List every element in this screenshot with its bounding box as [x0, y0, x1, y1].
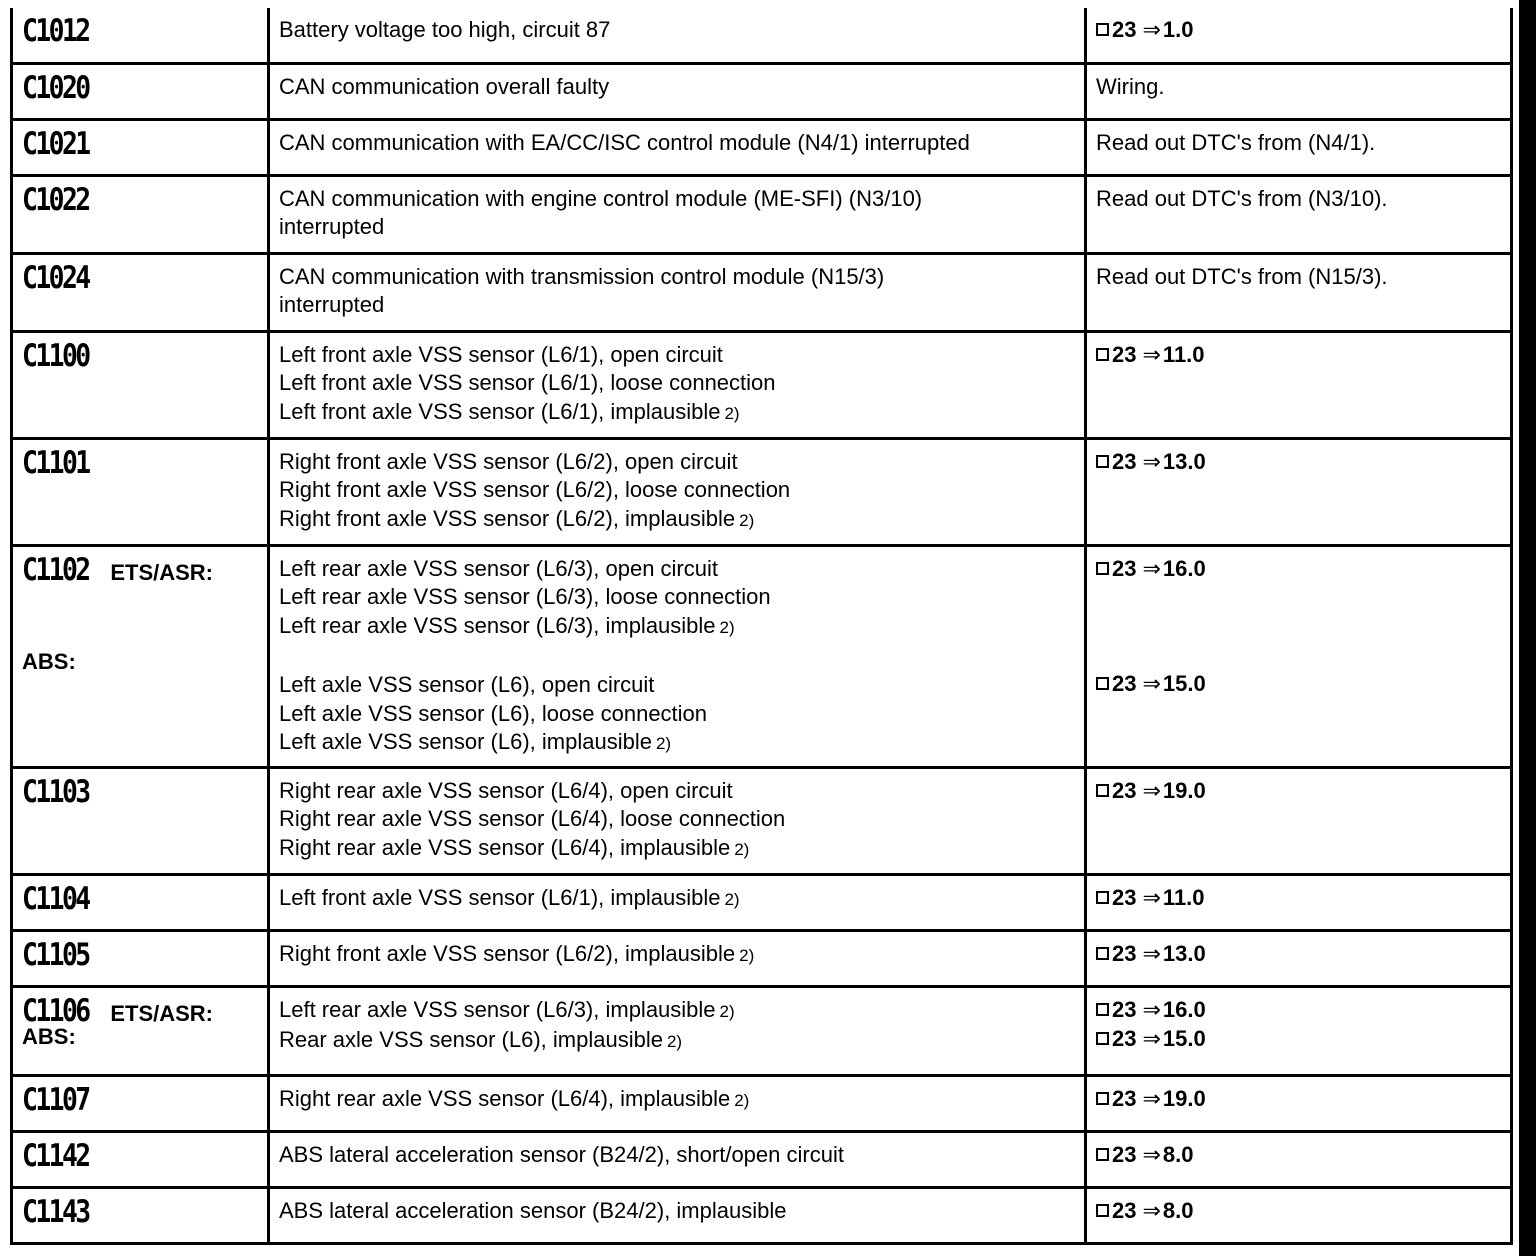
remedy-text: Read out DTC's from (N4/1). [1096, 129, 1376, 155]
test-cell [1086, 1075, 1512, 1131]
dtc-code: C1142 [22, 1137, 89, 1174]
description-line [279, 1141, 1074, 1170]
description-text: Left front axle VSS sensor (L6/1), implausible [279, 884, 721, 910]
description-text: Left axle VSS sensor (L6), open circuit [279, 672, 655, 697]
dtc-row [12, 1131, 1512, 1187]
description-line [279, 369, 1074, 398]
arrow-right-icon: ⇒ [1142, 1027, 1161, 1052]
description-text: Right front axle VSS sensor (L6/2), implausible [279, 505, 736, 531]
description-text: interrupted [279, 214, 385, 239]
test-reference [1096, 555, 1500, 585]
description-line [279, 16, 1074, 45]
dtc-code: C1101 [22, 444, 89, 481]
description-line [279, 555, 1074, 584]
description-text: Right rear axle VSS sensor (L6/4), loose connection [279, 806, 786, 831]
test-reference [1096, 16, 1500, 46]
test-reference [1096, 940, 1500, 970]
description-cell [269, 253, 1086, 331]
dtc-code-cell [12, 930, 269, 986]
dtc-code-cell [12, 63, 269, 119]
arrow-right-icon: ⇒ [1142, 342, 1161, 368]
description-cell [269, 986, 1086, 1075]
description-line [279, 671, 1074, 700]
test-step-value: 11.0 [1162, 884, 1205, 910]
dtc-row [12, 119, 1512, 175]
test-cell [1086, 253, 1512, 331]
description-line [279, 448, 1074, 477]
right-edge-bar [1519, 0, 1536, 1256]
dtc-code: C1106 [22, 992, 89, 1029]
dtc-code: C1102 [22, 551, 89, 588]
description-line [279, 805, 1074, 834]
description-text: Rear axle VSS sensor (L6), implausible [279, 1027, 663, 1052]
description-text: Right rear axle VSS sensor (L6/4), open circuit [279, 777, 733, 803]
test-reference [1096, 996, 1500, 1026]
dtc-code: C1020 [22, 69, 89, 106]
variant-label-abs: ABS: [22, 648, 76, 674]
test-cell [1086, 545, 1512, 767]
dtc-code-cell [12, 986, 269, 1075]
description-text: Right front axle VSS sensor (L6/2), loose connection [279, 477, 791, 502]
dtc-code: C1024 [22, 259, 89, 296]
remedy-text: Wiring. [1096, 73, 1165, 99]
test-step-value: 8.0 [1162, 1197, 1194, 1223]
test-box-icon [1096, 891, 1109, 904]
arrow-right-icon: ⇒ [1142, 778, 1161, 804]
dtc-row [12, 175, 1512, 253]
description-text: Left rear axle VSS sensor (L6/3), implausible [279, 996, 716, 1022]
description-cell [269, 8, 1086, 63]
description-line [279, 476, 1074, 505]
description-line [279, 884, 1074, 915]
test-box-icon [1096, 23, 1109, 36]
dtc-row [12, 1187, 1512, 1243]
arrow-right-icon: ⇒ [1142, 1142, 1161, 1168]
description-cell [269, 930, 1086, 986]
test-step-value: 15.0 [1162, 1026, 1206, 1051]
test-step-value: 15.0 [1162, 671, 1206, 696]
footnote-mark: 2) [719, 1001, 735, 1021]
description-line [279, 505, 1074, 536]
description-line [279, 612, 1074, 643]
description-cell [269, 63, 1086, 119]
test-step-value: 19.0 [1162, 777, 1206, 803]
arrow-right-icon: ⇒ [1142, 997, 1161, 1023]
dtc-code: C1143 [22, 1193, 89, 1230]
test-step-value: 16.0 [1162, 996, 1206, 1022]
dtc-row [12, 8, 1512, 63]
test-box-icon [1096, 348, 1109, 361]
test-box-icon [1096, 562, 1109, 575]
dtc-row [12, 986, 1512, 1075]
description-text: CAN communication with engine control module (ME-SFI) (N3/10) [279, 185, 923, 211]
arrow-right-icon: ⇒ [1142, 556, 1161, 582]
test-ref-number: 23 [1112, 777, 1137, 803]
arrow-right-icon: ⇒ [1142, 1198, 1161, 1224]
description-line [279, 263, 1074, 292]
dtc-code-cell [12, 8, 269, 63]
arrow-right-icon: ⇒ [1142, 18, 1161, 43]
dtc-code-cell [12, 874, 269, 930]
description-line [279, 213, 1074, 242]
description-text: Left front axle VSS sensor (L6/1), loose connection [279, 370, 776, 395]
description-text: Right rear axle VSS sensor (L6/4), implausible [279, 1085, 731, 1111]
test-step-value: 11.0 [1162, 341, 1205, 367]
description-text: CAN communication with EA/CC/ISC control module (N4/1) interrupted [279, 129, 970, 155]
footnote-mark: 2) [734, 1090, 750, 1110]
arrow-right-icon: ⇒ [1142, 885, 1161, 911]
dtc-row [12, 930, 1512, 986]
dtc-row [12, 331, 1512, 438]
test-step-value: 13.0 [1162, 448, 1206, 474]
dtc-code: C1022 [22, 181, 89, 218]
test-reference [1096, 448, 1500, 478]
dtc-code-cell [12, 1131, 269, 1187]
test-box-icon [1096, 1032, 1109, 1045]
dtc-code: C1021 [22, 125, 89, 162]
description-cell [269, 119, 1086, 175]
test-ref-number: 23 [1112, 996, 1137, 1022]
description-line [279, 1026, 1074, 1057]
description-line [279, 185, 1074, 214]
test-ref-number: 23 [1112, 448, 1137, 474]
description-line [279, 398, 1074, 429]
test-reference [1096, 1197, 1500, 1227]
test-cell [1086, 438, 1512, 545]
dtc-row [12, 253, 1512, 331]
dtc-code-cell [12, 1187, 269, 1243]
dtc-code-cell [12, 438, 269, 545]
description-line [279, 996, 1074, 1027]
test-reference [1096, 670, 1500, 700]
test-box-icon [1096, 455, 1109, 468]
test-cell [1086, 767, 1512, 874]
test-ref-number: 23 [1112, 17, 1137, 42]
description-line [279, 341, 1074, 370]
dtc-code-cell [12, 253, 269, 331]
test-step-value: 8.0 [1162, 1141, 1194, 1167]
dtc-code: C1100 [22, 337, 89, 374]
dtc-row [12, 874, 1512, 930]
test-reference [1096, 1085, 1500, 1115]
description-text: Left front axle VSS sensor (L6/1), open circuit [279, 341, 723, 367]
description-cell [269, 874, 1086, 930]
footnote-mark: 2) [655, 734, 672, 753]
test-ref-number: 23 [1112, 1197, 1137, 1223]
dtc-code-cell [12, 331, 269, 438]
description-cell [269, 331, 1086, 438]
dtc-code: C1104 [22, 880, 89, 917]
footnote-mark: 2) [734, 839, 750, 859]
description-cell [269, 1131, 1086, 1187]
footnote-mark: 2) [739, 510, 755, 530]
description-line [279, 291, 1074, 320]
description-line [279, 1197, 1074, 1226]
test-box-icon [1096, 1003, 1109, 1016]
test-cell [1086, 930, 1512, 986]
test-box-icon [1096, 1148, 1109, 1161]
dtc-table [10, 8, 1513, 1245]
description-text: ABS lateral acceleration sensor (B24/2), implausible [279, 1197, 787, 1223]
description-line [279, 777, 1074, 806]
test-box-icon [1096, 1092, 1109, 1105]
description-line [279, 583, 1074, 612]
dtc-code-cell [12, 767, 269, 874]
dtc-code-cell [12, 119, 269, 175]
description-text: Right rear axle VSS sensor (L6/4), implausible [279, 834, 731, 860]
footnote-mark: 2) [719, 617, 735, 637]
description-line [279, 73, 1074, 102]
test-ref-number: 23 [1112, 940, 1137, 966]
test-cell [1086, 986, 1512, 1075]
description-line [279, 728, 1074, 759]
test-ref-number: 23 [1112, 884, 1137, 910]
test-cell [1086, 1187, 1512, 1243]
test-cell [1086, 8, 1512, 63]
dtc-code: C1103 [22, 773, 89, 810]
description-text: Left axle VSS sensor (L6), implausible [279, 729, 652, 754]
description-text: CAN communication overall faulty [279, 73, 610, 99]
test-ref-number: 23 [1112, 341, 1137, 367]
test-reference [1096, 777, 1500, 807]
remedy-text: Read out DTC's from (N3/10). [1096, 185, 1388, 211]
test-step-value: 13.0 [1162, 940, 1206, 966]
description-text: CAN communication with transmission control module (N15/3) [279, 263, 885, 289]
description-line [279, 700, 1074, 729]
footnote-mark: 2) [739, 945, 755, 965]
test-box-icon [1096, 1204, 1109, 1217]
variant-label: ETS/ASR: [110, 559, 214, 585]
test-ref-number: 23 [1112, 671, 1137, 696]
test-box-icon [1096, 784, 1109, 797]
footnote-mark: 2) [724, 403, 740, 423]
description-text: Left rear axle VSS sensor (L6/3), loose connection [279, 584, 771, 609]
description-cell [269, 767, 1086, 874]
dtc-code: C1107 [22, 1081, 89, 1118]
test-cell [1086, 1131, 1512, 1187]
dtc-row [12, 1075, 1512, 1131]
dtc-code-cell [12, 175, 269, 253]
variant-label-abs: ABS: [22, 1023, 76, 1049]
description-cell [269, 545, 1086, 767]
test-cell [1086, 119, 1512, 175]
description-cell [269, 1187, 1086, 1243]
dtc-code: C1012 [22, 13, 89, 49]
description-text: Left rear axle VSS sensor (L6/3), implausible [279, 612, 716, 638]
arrow-right-icon: ⇒ [1142, 1086, 1161, 1112]
test-ref-number: 23 [1112, 1026, 1137, 1051]
test-reference [1096, 1141, 1500, 1171]
test-step-value: 16.0 [1162, 555, 1206, 581]
description-text: Left axle VSS sensor (L6), loose connection [279, 700, 708, 726]
remedy-text: Read out DTC's from (N15/3). [1096, 263, 1388, 289]
description-text: Left rear axle VSS sensor (L6/3), open circuit [279, 555, 718, 581]
arrow-right-icon: ⇒ [1142, 672, 1161, 697]
test-reference [1096, 1025, 1500, 1055]
test-cell [1086, 331, 1512, 438]
test-reference [1096, 341, 1500, 371]
test-ref-number: 23 [1112, 1141, 1137, 1167]
test-step-value: 19.0 [1162, 1085, 1206, 1111]
dtc-row [12, 767, 1512, 874]
test-reference [1096, 884, 1500, 914]
footnote-mark: 2) [724, 889, 740, 909]
description-line [279, 1085, 1074, 1116]
dtc-row [12, 438, 1512, 545]
test-cell [1086, 63, 1512, 119]
dtc-row [12, 63, 1512, 119]
description-line [279, 834, 1074, 865]
description-text: Right front axle VSS sensor (L6/2), implausible [279, 940, 736, 966]
description-line [279, 940, 1074, 971]
dtc-row [12, 545, 1512, 767]
test-cell [1086, 175, 1512, 253]
dtc-code-cell [12, 1075, 269, 1131]
description-text: ABS lateral acceleration sensor (B24/2), short/open circuit [279, 1141, 844, 1167]
test-box-icon [1096, 677, 1109, 690]
description-text: Right front axle VSS sensor (L6/2), open circuit [279, 448, 738, 474]
description-cell [269, 438, 1086, 545]
arrow-right-icon: ⇒ [1142, 941, 1161, 967]
test-cell [1086, 874, 1512, 930]
description-text: Left front axle VSS sensor (L6/1), implausible [279, 398, 721, 424]
footnote-mark: 2) [666, 1032, 683, 1051]
description-line [279, 129, 1074, 158]
test-box-icon [1096, 947, 1109, 960]
variant-label: ETS/ASR: [110, 1000, 214, 1026]
dtc-code-cell [12, 545, 269, 767]
description-text: Battery voltage too high, circuit 87 [279, 17, 611, 42]
dtc-code: C1105 [22, 936, 89, 973]
arrow-right-icon: ⇒ [1142, 449, 1161, 475]
description-cell [269, 175, 1086, 253]
description-cell [269, 1075, 1086, 1131]
test-ref-number: 23 [1112, 555, 1137, 581]
test-ref-number: 23 [1112, 1085, 1137, 1111]
test-step-value: 1.0 [1162, 17, 1194, 42]
description-text: interrupted [279, 292, 385, 317]
